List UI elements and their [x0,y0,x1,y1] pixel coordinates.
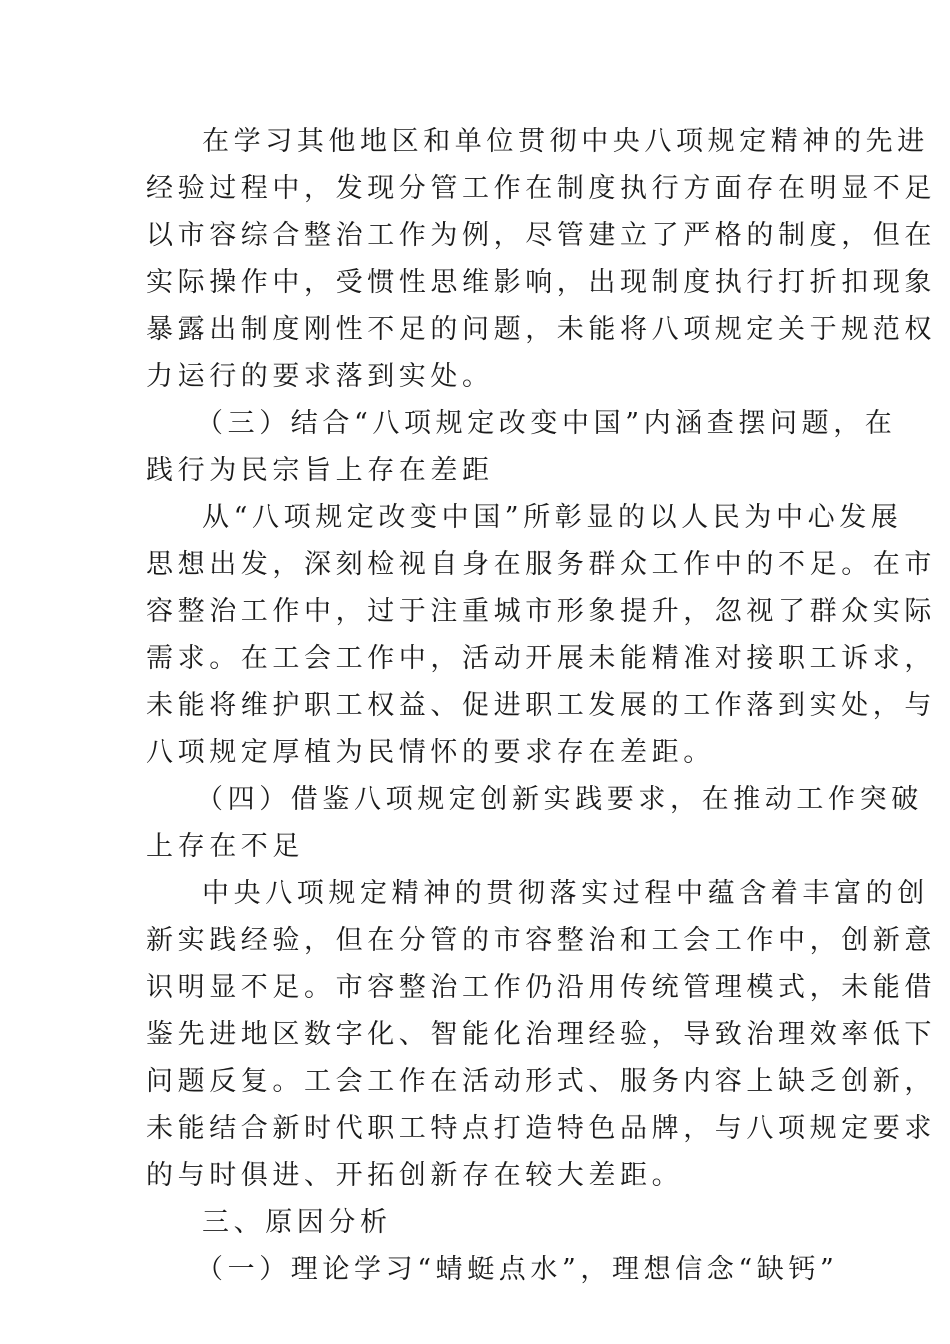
heading-section-three [146,400,897,494]
paragraph-line: 思想出发，深刻检视自身在服务群众工作中的不足。在市 [146,549,936,580]
heading-subsection-one [146,1246,839,1293]
heading-line: 上存在不足 [146,831,304,862]
paragraph-line: 容整治工作中，过于注重城市形象提升，忽视了群众实际 [146,596,936,627]
section-heading-cause-analysis [146,1199,806,1246]
paragraph-line: 未能将维护职工权益、促进职工发展的工作落到实处，与 [146,690,936,721]
paragraph-line: 识明显不足。市容整治工作仍沿用传统管理模式，未能借 [146,972,936,1003]
heading-line: 践行为民宗旨上存在差距 [146,455,494,486]
paragraph-line: 新实践经验，但在分管的市容整治和工会工作中，创新意 [146,925,936,956]
paragraph-line: 问题反复。工会工作在活动形式、服务内容上缺乏创新， [146,1066,936,1097]
paragraph-innovation [146,870,936,1199]
heading-section-four [146,776,923,870]
paragraph-line: 暴露出制度刚性不足的问题，未能将八项规定关于规范权 [146,314,936,345]
document-body [146,118,936,1293]
heading-line: （一）理论学习“蜻蜓点水”，理想信念“缺钙” [196,1254,839,1285]
section-title: 三、原因分析 [202,1207,392,1238]
heading-line: （三）结合“八项规定改变中国”内涵查摆问题，在 [196,408,897,439]
paragraph-line: 力运行的要求落到实处。 [146,361,494,392]
paragraph-line: 以市容综合整治工作为例，尽管建立了严格的制度，但在 [146,220,936,251]
paragraph-line: 经验过程中，发现分管工作在制度执行方面存在明显不足 [146,173,936,204]
paragraph-line: 需求。在工会工作中，活动开展未能精准对接职工诉求， [146,643,936,674]
paragraph-line: 未能结合新时代职工特点打造特色品牌，与八项规定要求 [146,1113,936,1144]
paragraph-line: 的与时俱进、开拓创新存在较大差距。 [146,1160,684,1191]
paragraph-line: 八项规定厚植为民情怀的要求存在差距。 [146,737,715,768]
paragraph-line: 在学习其他地区和单位贯彻中央八项规定精神的先进 [202,126,929,157]
paragraph-line: 从“八项规定改变中国”所彰显的以人民为中心发展 [202,502,903,533]
paragraph-line: 鉴先进地区数字化、智能化治理经验，导致治理效率低下 [146,1019,936,1050]
heading-line: （四）借鉴八项规定创新实践要求，在推动工作突破 [196,784,923,815]
paragraph-institution-execution [146,118,936,400]
paragraph-line: 中央八项规定精神的贯彻落实过程中蕴含着丰富的创 [202,878,929,909]
paragraph-line: 实际操作中，受惯性思维影响，出现制度执行打折扣现象 [146,267,936,298]
paragraph-people-centered [146,494,936,776]
